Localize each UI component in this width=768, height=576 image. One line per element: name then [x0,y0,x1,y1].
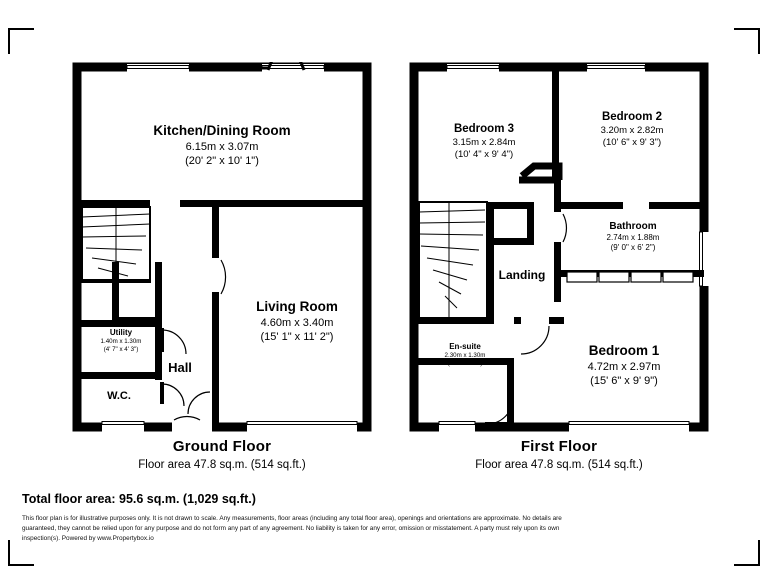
room-metric: 6.15m x 3.07m [185,140,259,153]
room-imperial: (7' 7" x 4' 3") [447,360,483,368]
room-metric: 2.30m x 1.30m [444,352,486,360]
room-label-bedroom-3 [421,122,547,162]
room-label-bedroom-1 [549,342,699,388]
room-metric: 3.20m x 2.82m [600,124,664,136]
room-name: Bedroom 3 [453,123,515,135]
room-metric: 1.40m x 1.30m [100,338,142,346]
room-name: Bedroom 2 [601,111,663,123]
total-floor-area: Total floor area: 95.6 sq.m. (1,029 sq.ft.) [22,492,256,506]
room-imperial: (20' 2" x 10' 1") [185,154,259,167]
room-name: Bathroom [609,221,657,232]
first-floor-caption [409,438,709,471]
crop-mark-top-right [734,28,760,54]
room-label-kitchen-dining [112,122,332,168]
room-imperial: (10' 6" x 9' 3") [602,137,662,149]
crop-mark-bottom-left [8,540,34,566]
room-metric: 3.15m x 2.84m [452,136,516,148]
room-metric: 2.74m x 1.88m [606,233,660,242]
room-name: Bedroom 1 [588,343,660,358]
crop-mark-bottom-right [734,540,760,566]
first-floor-plan [409,62,709,432]
floor-area: Floor area 47.8 sq.m. (514 sq.ft.) [138,459,306,471]
room-metric: 4.72m x 2.97m [587,360,661,373]
room-label-utility [82,328,160,355]
room-name: Landing [498,268,546,282]
room-imperial: (15' 6" x 9' 9") [590,374,658,387]
room-name: Hall [168,360,192,375]
room-imperial: (10' 4" x 9' 4") [454,149,514,161]
room-label-living-room [227,298,367,344]
ground-floor-drawing [72,62,372,432]
room-metric: 4.60m x 3.40m [260,316,334,329]
room-imperial: (15' 1" x 11' 2") [260,330,334,343]
room-label-bedroom-2 [567,110,697,150]
room-name: En-suite [449,342,481,351]
floor-area: Floor area 47.8 sq.m. (514 sq.ft.) [475,459,643,471]
room-name: Kitchen/Dining Room [153,123,291,138]
room-label-wc [86,389,152,403]
ground-floor-caption [72,438,372,471]
room-name: Utility [109,328,133,337]
room-imperial: (4' 7" x 4' 3") [103,346,139,354]
room-imperial: (9' 0" x 6' 2") [610,243,656,253]
floor-title: First Floor [520,438,598,455]
ground-floor-plan [72,62,372,432]
room-name: Living Room [256,299,338,314]
disclaimer-text: This floor plan is for illustrative purposes only. It is not drawn to scale. Any measurements, floor areas (including any total floor area), openings and orientations are approximate. No details are guaranteed, they cannot be relied upon for any purpose and do not form any part of any agreement. No liability is taken for any error, omission or misstatement. A party must rely upon its own inspection(s). Powered by www.Propertybox.io [22,515,562,542]
crop-mark-top-left [8,28,34,54]
room-label-landing [487,268,557,284]
room-name: W.C. [107,390,131,402]
floor-title: Ground Floor [172,438,272,455]
room-label-hall [150,360,210,377]
room-label-bathroom [573,220,693,254]
room-label-en-suite [423,342,507,369]
